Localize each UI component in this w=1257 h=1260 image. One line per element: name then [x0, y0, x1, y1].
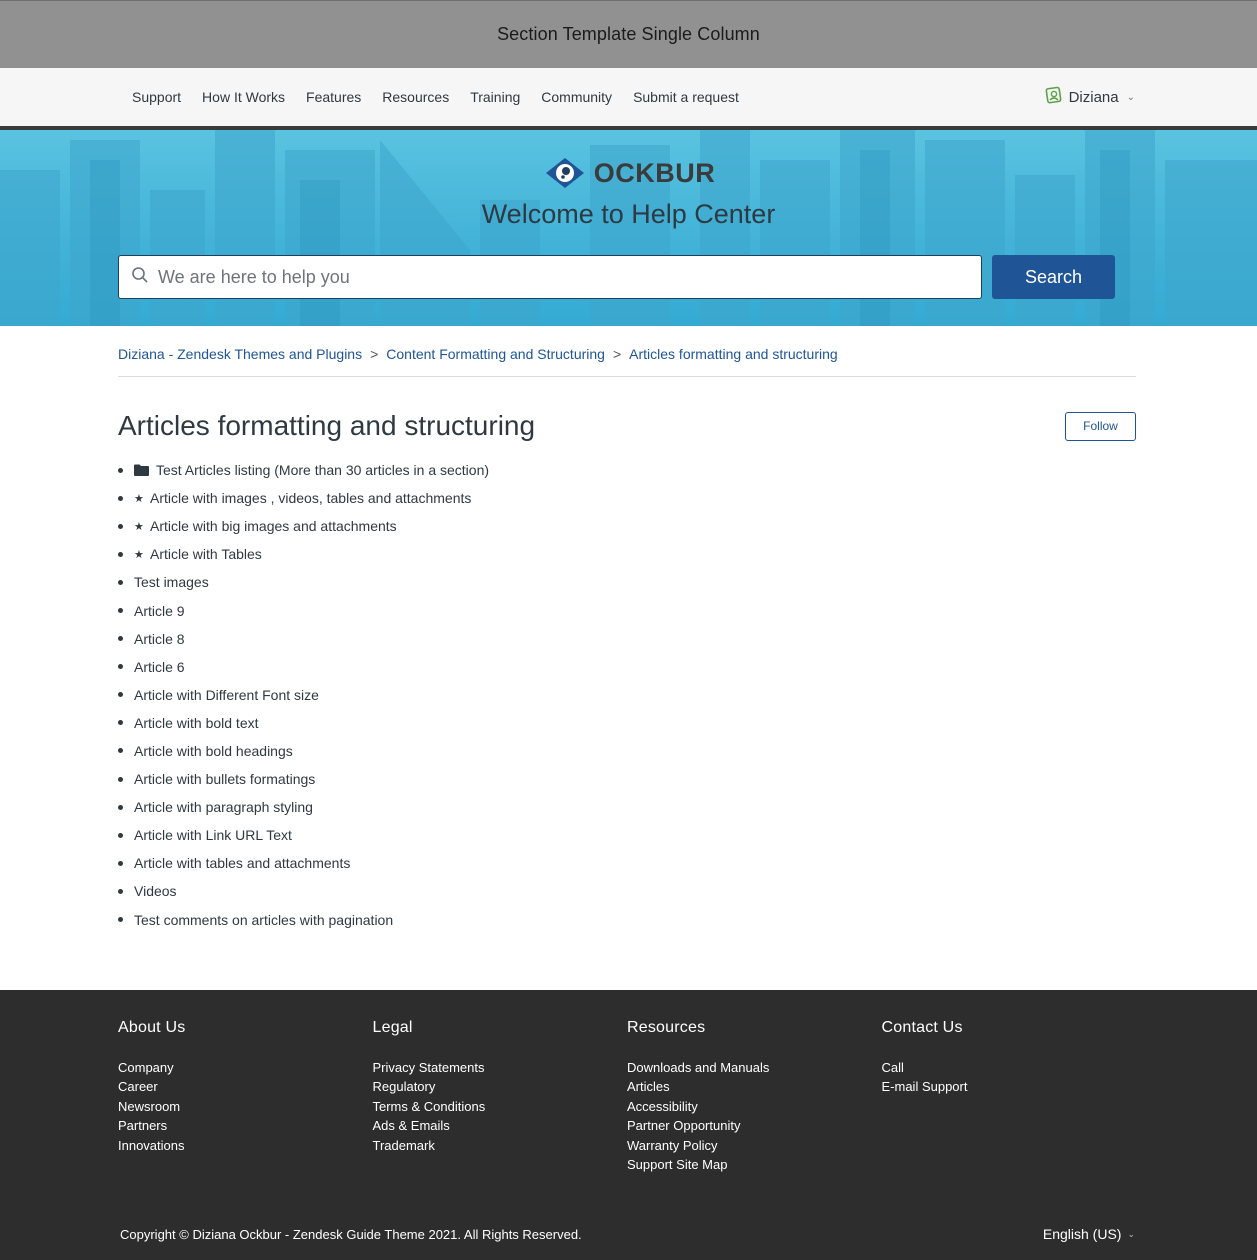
user-menu[interactable] — [1045, 86, 1135, 108]
list-item — [118, 456, 1136, 484]
breadcrumb-item-category[interactable]: Content Formatting and Structuring — [386, 346, 605, 362]
list-item — [118, 877, 1136, 905]
footer-link[interactable]: Terms & Conditions — [372, 1098, 486, 1114]
article-link[interactable]: Test images — [134, 574, 209, 591]
footer-link[interactable]: Warranty Policy — [627, 1137, 718, 1153]
article-list — [118, 456, 1136, 934]
article-link[interactable]: Test comments on articles with pagination — [134, 911, 394, 928]
search-button[interactable]: Search — [992, 255, 1115, 299]
article-link[interactable]: Article with bullets formatings — [134, 771, 316, 788]
footer-column — [118, 1019, 373, 1174]
chevron-down-icon: ⌄ — [1127, 1228, 1135, 1239]
list-item — [118, 737, 1136, 765]
list-item — [118, 568, 1136, 596]
breadcrumb-item-home[interactable]: Diziana - Zendesk Themes and Plugins — [118, 346, 363, 362]
star-icon: ★ — [134, 548, 144, 561]
footer-column — [373, 1019, 628, 1174]
article-link[interactable]: Article with tables and attachments — [134, 855, 351, 872]
user-name: Diziana — [1068, 88, 1119, 106]
list-item — [118, 484, 1136, 512]
footer-link[interactable]: Career — [118, 1079, 158, 1095]
user-avatar-icon — [1045, 86, 1063, 108]
article-link[interactable]: Article with Tables — [150, 546, 262, 563]
article-link[interactable]: Article with bold text — [134, 714, 259, 731]
article-link[interactable]: Article with Link URL Text — [134, 827, 292, 844]
star-icon: ★ — [134, 492, 144, 505]
article-link[interactable]: Article with paragraph styling — [134, 799, 313, 816]
article-link[interactable]: Videos — [134, 883, 177, 900]
search-field[interactable] — [118, 255, 982, 299]
footer-link[interactable]: E-mail Support — [881, 1079, 968, 1095]
footer-link[interactable]: Accessibility — [627, 1098, 698, 1114]
list-item — [118, 540, 1136, 568]
nav-link-features[interactable]: Features — [306, 89, 362, 105]
nav-links — [132, 89, 739, 105]
brand-logo[interactable] — [0, 156, 1257, 190]
bullet-icon — [118, 524, 123, 529]
article-link[interactable]: Article with images , videos, tables and attachments — [150, 490, 472, 507]
bullet-icon — [118, 580, 123, 585]
bullet-icon — [118, 805, 123, 810]
footer-link[interactable]: Company — [118, 1060, 174, 1075]
footer-column-heading: About Us — [118, 1019, 186, 1036]
list-item — [118, 906, 1136, 934]
footer-link[interactable]: Articles — [627, 1079, 670, 1095]
language-selector[interactable] — [1043, 1226, 1135, 1242]
hero-heading: Welcome to Help Center — [481, 199, 776, 229]
footer-link[interactable]: Privacy Statements — [372, 1060, 485, 1075]
bullet-icon — [118, 777, 123, 782]
footer-column — [882, 1019, 1137, 1174]
list-item — [118, 793, 1136, 821]
footer-column — [627, 1019, 882, 1174]
footer-link[interactable]: Partner Opportunity — [627, 1118, 741, 1134]
brand-name: OCKBUR — [593, 157, 716, 188]
window-titlebar — [0, 0, 1257, 68]
bullet-icon — [118, 664, 123, 669]
bullet-icon — [118, 889, 123, 894]
bullet-icon — [118, 468, 123, 473]
article-link[interactable]: Article with Different Font size — [134, 686, 319, 703]
follow-button[interactable]: Follow — [1065, 412, 1136, 441]
list-item — [118, 596, 1136, 624]
article-link[interactable]: Article 9 — [134, 602, 185, 619]
article-link[interactable]: Article with big images and attachments — [150, 518, 397, 535]
breadcrumb-separator: > — [370, 346, 379, 362]
nav-link-submit-request[interactable]: Submit a request — [633, 89, 739, 105]
breadcrumb — [118, 326, 1136, 377]
footer-columns — [0, 990, 1257, 1174]
list-item — [118, 849, 1136, 877]
footer-link[interactable]: Ads & Emails — [372, 1118, 450, 1134]
bullet-icon — [118, 917, 123, 922]
footer-link[interactable]: Partners — [118, 1118, 168, 1134]
breadcrumb-item-section[interactable]: Articles formatting and structuring — [629, 346, 838, 362]
nav-link-how-it-works[interactable]: How It Works — [202, 89, 286, 105]
search-bar — [118, 255, 1115, 299]
list-item — [118, 709, 1136, 737]
nav-link-training[interactable]: Training — [470, 89, 521, 105]
article-link[interactable]: Article 8 — [134, 630, 185, 647]
breadcrumb-separator: > — [612, 346, 622, 362]
article-link[interactable]: Article 6 — [134, 658, 185, 675]
footer-link[interactable]: Regulatory — [372, 1079, 436, 1095]
list-item — [118, 625, 1136, 653]
list-item — [118, 681, 1136, 709]
nav-link-support[interactable]: Support — [132, 89, 182, 105]
bullet-icon — [118, 748, 123, 753]
footer-link[interactable]: Downloads and Manuals — [627, 1060, 770, 1075]
footer-link[interactable]: Innovations — [118, 1137, 185, 1153]
bullet-icon — [118, 636, 123, 641]
nav-link-community[interactable]: Community — [541, 89, 613, 105]
footer-column-heading: Resources — [627, 1019, 706, 1036]
bullet-icon — [118, 552, 123, 557]
star-icon: ★ — [134, 520, 144, 533]
list-item — [118, 512, 1136, 540]
window-title: Section Template Single Column — [497, 24, 760, 44]
folder-icon — [134, 464, 156, 476]
logo-icon — [542, 156, 588, 190]
section-header — [118, 410, 1136, 442]
footer-link[interactable]: Trademark — [372, 1137, 435, 1153]
nav-link-resources[interactable]: Resources — [382, 89, 450, 105]
list-item — [118, 653, 1136, 681]
copyright-text: Copyright © Diziana Ockbur - Zendesk Guide Theme 2021. All Rights Reserved. — [120, 1226, 582, 1242]
hero-banner — [0, 130, 1257, 326]
list-item — [118, 765, 1136, 793]
bullet-icon — [118, 861, 123, 866]
bullet-icon — [118, 720, 123, 725]
search-icon — [131, 266, 149, 289]
language-label: English (US) — [1042, 1226, 1122, 1242]
bullet-icon — [118, 833, 123, 838]
top-navbar — [0, 68, 1257, 130]
main-content — [0, 326, 1257, 934]
bullet-icon — [118, 608, 123, 613]
list-item — [118, 821, 1136, 849]
footer-column-heading: Legal — [372, 1019, 413, 1036]
chevron-down-icon: ⌄ — [1126, 91, 1135, 103]
bullet-icon — [118, 692, 123, 697]
footer-link[interactable]: Support Site Map — [627, 1157, 728, 1173]
article-link[interactable]: Test Articles listing (More than 30 articles in a section) — [156, 462, 490, 479]
page-title: Articles formatting and structuring — [118, 410, 536, 441]
article-link[interactable]: Article with bold headings — [134, 742, 293, 759]
footer-column-heading: Contact Us — [881, 1019, 963, 1036]
site-footer — [0, 990, 1257, 1260]
bullet-icon — [118, 496, 123, 501]
footer-bottom — [120, 1226, 1135, 1242]
footer-link[interactable]: Call — [881, 1060, 904, 1075]
search-input[interactable] — [158, 267, 981, 288]
footer-link[interactable]: Newsroom — [118, 1098, 181, 1114]
